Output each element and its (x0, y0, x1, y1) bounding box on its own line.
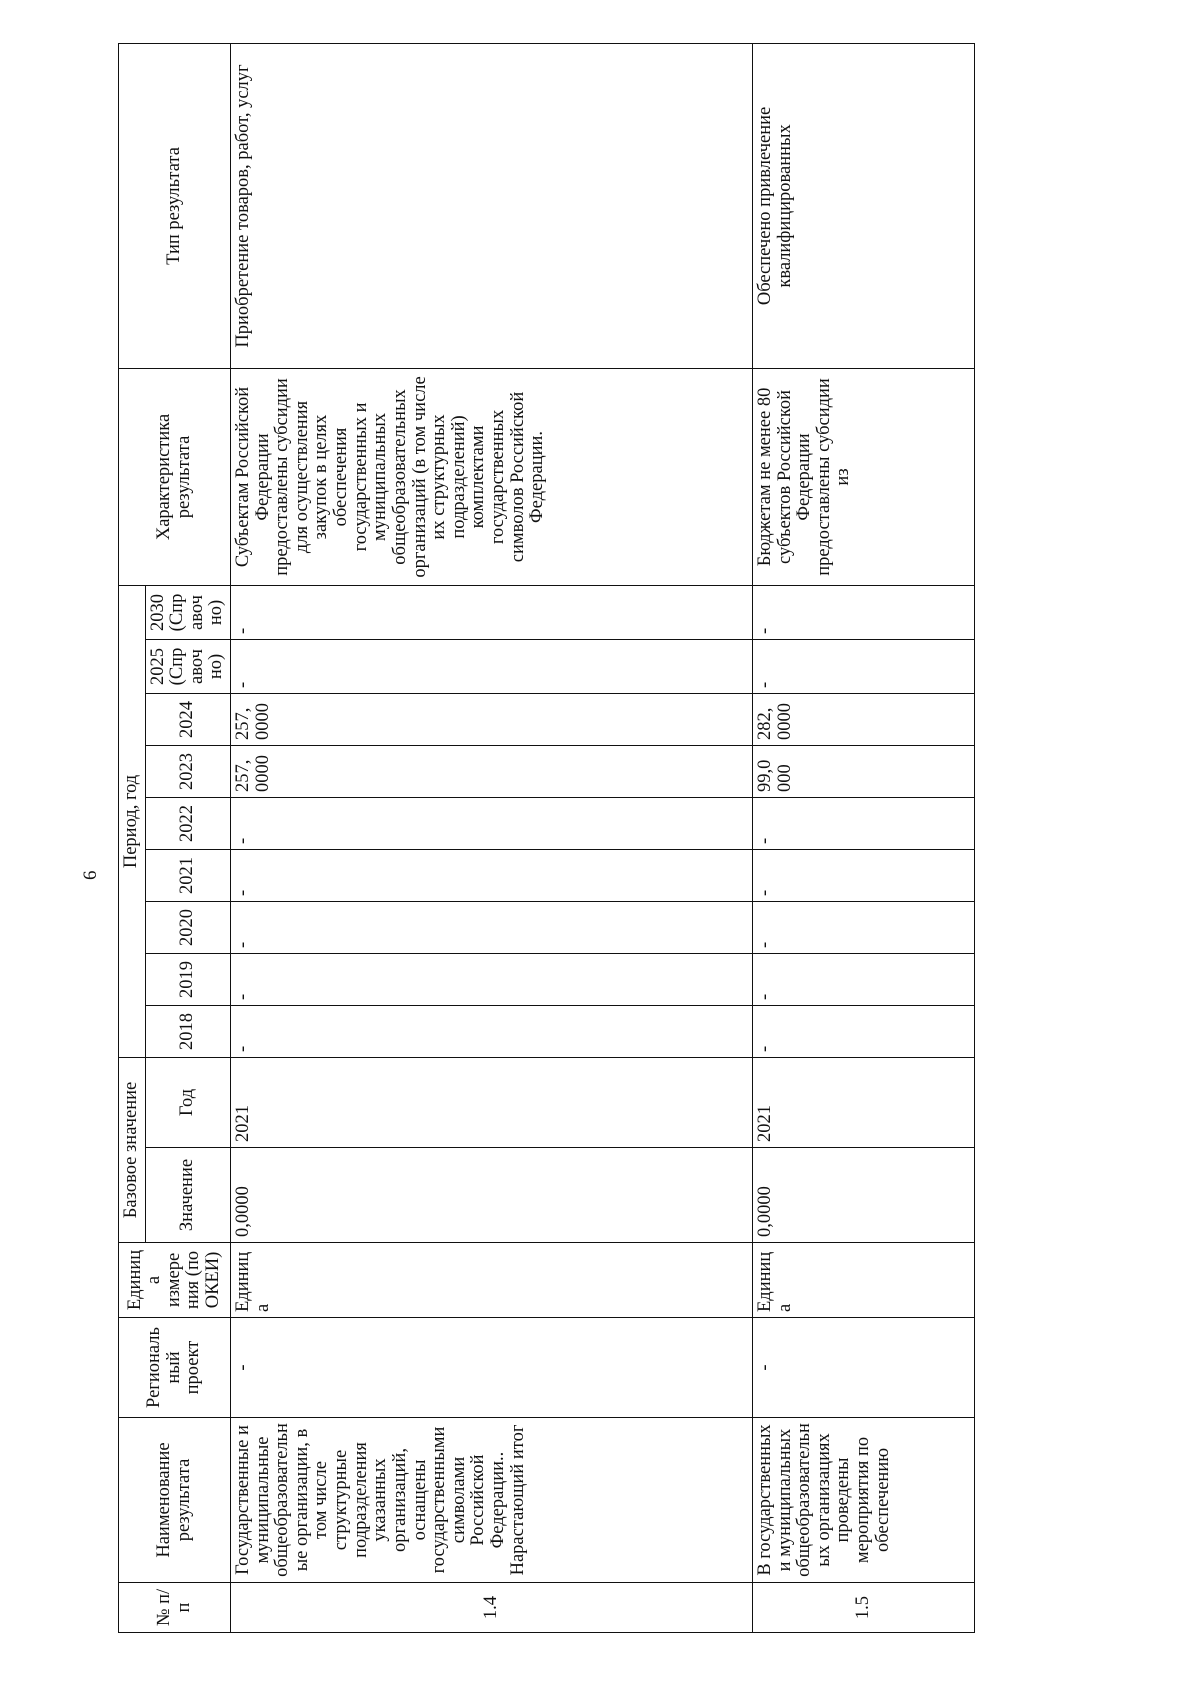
row-year-value: - (231, 585, 753, 639)
row-num: 1.5 (753, 1583, 975, 1633)
row-base-value: 0,0000 (753, 1148, 975, 1243)
row-year-value: 282,0000 (753, 693, 975, 745)
row-type: Обеспечено привлечение квалифицированных (753, 43, 975, 368)
header-unit: Единица измерения (по ОКЕИ) (119, 1243, 231, 1318)
row-year-value: - (753, 1005, 975, 1057)
header-name: Наименование результата (119, 1418, 231, 1583)
header-row-1 (119, 43, 146, 1632)
row-base-value: 0,0000 (231, 1148, 753, 1243)
header-period-group: Период, год (119, 585, 146, 1057)
row-year-value: 257,0000 (231, 693, 753, 745)
header-year: 2021 (145, 849, 230, 901)
row-year-value: - (753, 901, 975, 953)
header-base-group: Базовое значение (119, 1057, 146, 1242)
header-year: 2020 (145, 901, 230, 953)
header-characteristic: Характеристика результата (119, 368, 231, 585)
row-year-value: - (753, 953, 975, 1005)
row-year-value: - (231, 901, 753, 953)
header-regional: Региональный проект (119, 1318, 231, 1418)
row-num: 1.4 (231, 1583, 753, 1633)
row-year-value: - (753, 797, 975, 849)
row-regional: - (231, 1318, 753, 1418)
page-number: 6 (80, 870, 101, 880)
row-year-value: - (231, 639, 753, 693)
results-table-sheet (118, 64, 1078, 1633)
header-year: 2024 (145, 693, 230, 745)
row-base-year: 2021 (753, 1057, 975, 1147)
header-base-value: Значение (145, 1148, 230, 1243)
row-year-value: - (231, 1005, 753, 1057)
results-table (118, 43, 975, 1633)
header-year: 2025 (Справочно) (145, 639, 230, 693)
header-year: 2019 (145, 953, 230, 1005)
row-type: Приобретение товаров, работ, услуг (231, 43, 753, 368)
table-row (753, 43, 975, 1632)
row-year-value: - (753, 639, 975, 693)
row-base-year: 2021 (231, 1057, 753, 1147)
row-name: В государственных и муниципальных общеобразовательных организациях проведены мероприятия по обеспечению (753, 1418, 975, 1583)
row-year-value: 257,0000 (231, 745, 753, 797)
row-year-value: - (231, 953, 753, 1005)
row-name: Государственные и муниципальные общеобразовательные организации, в том числе структурные подразделения указанных организаций, оснащены государственными символами Российской Федерации.. Нарастающий итог (231, 1418, 753, 1583)
row-unit: Единица (231, 1243, 753, 1318)
row-regional: - (753, 1318, 975, 1418)
header-num: № п/п (119, 1583, 231, 1633)
header-year: 2018 (145, 1005, 230, 1057)
row-year-value: - (231, 797, 753, 849)
header-year: 2023 (145, 745, 230, 797)
row-year-value: - (753, 585, 975, 639)
header-base-year: Год (145, 1057, 230, 1147)
row-characteristic: Бюджетам не менее 80 субъектов Российской Федерации предоставлены субсидии из (753, 368, 975, 585)
header-type: Тип результата (119, 43, 231, 368)
header-year: 2030 (Справочно) (145, 585, 230, 639)
table-row (231, 43, 753, 1632)
row-year-value: - (753, 849, 975, 901)
row-unit: Единица (753, 1243, 975, 1318)
row-year-value: 99,0000 (753, 745, 975, 797)
row-year-value: - (231, 849, 753, 901)
row-characteristic: Субъектам Российской Федерации предоставлены субсидии для осуществления закупок в целях обеспечения государственных и муниципальных общеобразовательных организаций (в том числе их структурных подразделений) комплектами государственных символов Российской Федерации. (231, 368, 753, 585)
header-year: 2022 (145, 797, 230, 849)
